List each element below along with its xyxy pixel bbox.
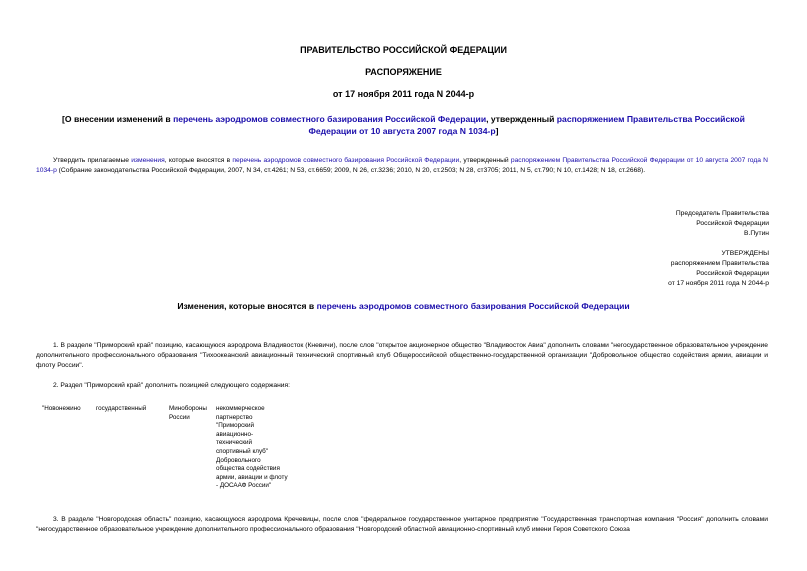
document-type: РАСПОРЯЖЕНИЕ — [365, 67, 442, 77]
intro-text-3: , утвержденный — [459, 157, 511, 164]
approved-line-2: распоряжением Правительства — [670, 260, 769, 267]
title-text-3: ] — [495, 126, 499, 136]
item-3-paragraph: 3. В разделе "Новгородская область" позицию, касающуюся аэродрома Кречевицы, после слов "федеральное государственное унитарное предприятие "Государственная транспортная компания "Россия" дополнить словами "негосударственное образовательное учреждение дополнительного профессионального образования "Новгородский областной авиационно-спортивный клуб имени Героя Советского Союза — [36, 516, 768, 533]
item-2-paragraph: 2. Раздел "Приморский край" дополнить позицией следующего содержания: — [53, 382, 291, 389]
title-link-list[interactable]: перечень аэродромов совместного базирования Российской Федерации — [173, 114, 487, 124]
approved-line-4: от 17 ноября 2011 года N 2044-р — [668, 280, 769, 287]
intro-paragraph — [36, 156, 768, 176]
title-text-2: , утвержденный — [486, 114, 557, 124]
title-text-1: [О внесении изменений в — [62, 114, 174, 124]
table-cell-owner: Минобороны России — [169, 405, 207, 421]
changes-title — [0, 300, 807, 312]
table-cell-users: некоммерческое партнерство "Приморский авиационно-технический спортивный клуб" Добровольного общества содействия армии, авиации и флоту - ДОСААФ России" — [216, 405, 288, 490]
signature-line-3: В.Путин — [744, 230, 769, 237]
approved-line-3: Российской Федерации — [696, 270, 769, 277]
intro-link-list[interactable]: перечень аэродромов совместного базирования Российской Федерации — [232, 157, 460, 164]
signature-block — [676, 209, 769, 239]
table-cell-aerodrome: "Новонежино — [42, 405, 81, 412]
changes-title-link[interactable]: перечень аэродромов совместного базирования Российской Федерации — [316, 301, 630, 311]
intro-link-order[interactable]: распоряжением Правительства Российской Федерации от 10 августа 2007 года N 1034-р — [36, 157, 769, 174]
table-cell-status: государственный — [96, 405, 147, 412]
intro-text-1: Утвердить прилагаемые — [53, 157, 132, 164]
item-1-paragraph: 1. В разделе "Приморский край" позицию, касающуюся аэродрома Владивосток (Кневичи), после слов "открытое акционерное общество "Владивосток Авиа" дополнить словами "негосударственное образовательное учреждение дополнительного профессионального образования "Тихоокеанский авиационный технический спортивный клуб Общероссийской общественно-государственной организации "Добровольное общество содействия армии, авиации и флоту России". — [36, 342, 768, 369]
government-heading: ПРАВИТЕЛЬСТВО РОССИЙСКОЙ ФЕДЕРАЦИИ — [300, 45, 507, 55]
changes-title-text: Изменения, которые вносятся в — [177, 301, 317, 311]
document-title — [40, 113, 767, 137]
document-date: от 17 ноября 2011 года N 2044-р — [332, 89, 475, 99]
approved-line-1: УТВЕРЖДЕНЫ — [721, 250, 769, 257]
approved-block — [668, 249, 769, 289]
signature-line-2: Российской Федерации — [696, 220, 769, 227]
intro-text-2: , которые вносятся в — [164, 157, 233, 164]
signature-line-1: Председатель Правительства — [675, 210, 769, 217]
intro-link-changes[interactable]: изменения — [131, 157, 165, 164]
intro-text-4: (Собрание законодательства Российской Федерации, 2007, N 34, ст.4261; N 53, ст.6659; 2009, N 26, ст.3236; 2010, N 20, ст.2503; N 28, ст3705; 2011, N 5, ст.790; N 10, ст.1428; N 18, ст.2668). — [56, 167, 646, 174]
title-link-order[interactable]: распоряжением Правительства Российской Федерации от 10 августа 2007 года N 1034-р — [308, 114, 745, 136]
